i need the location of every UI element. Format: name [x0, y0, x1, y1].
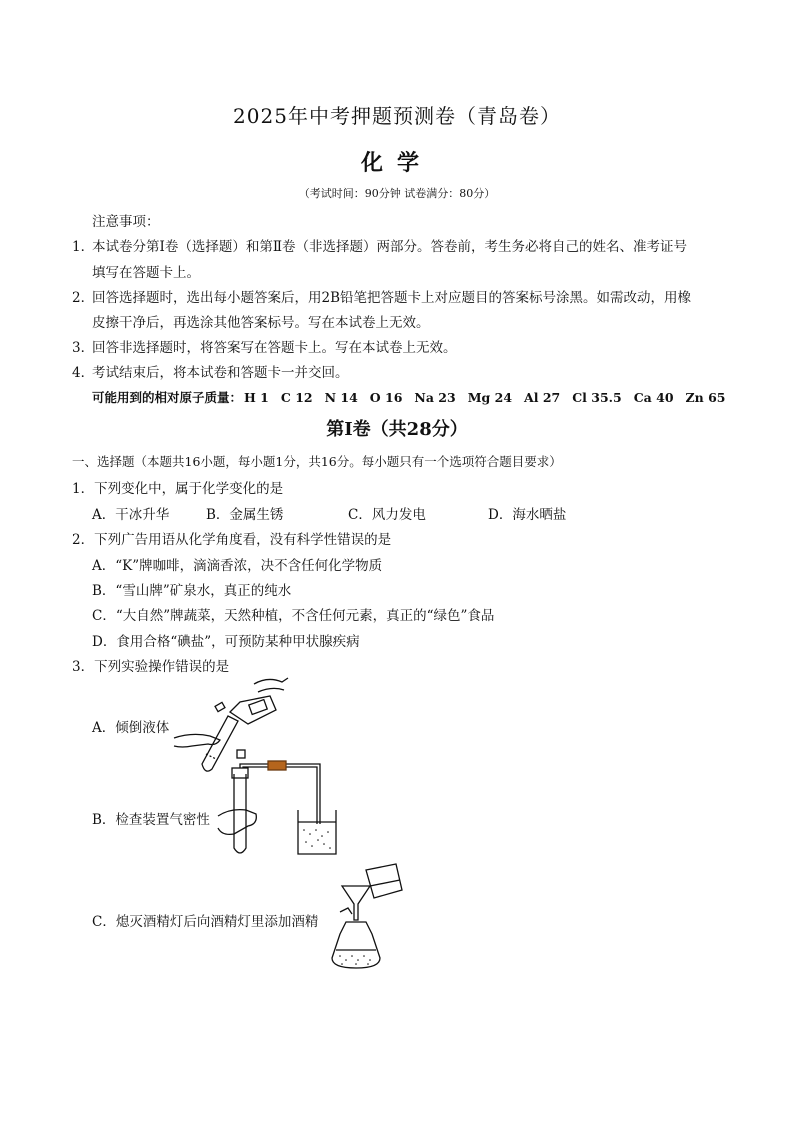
option-b: B．“雪山牌”矿泉水，真正的纯水: [92, 583, 292, 599]
section-instruction: 一、选择题（本题共16小题，每小题1分，共16分。每小题只有一个选项符合题目要求）: [72, 454, 562, 469]
option-b: B．检查装置气密性: [92, 812, 210, 828]
note-text: 回答非选择题时，将答案写在答题卡上。写在本试卷上无效。: [92, 340, 457, 356]
atomic-mass: Cl 35.5: [572, 390, 622, 405]
option-a: A．干冰升华: [92, 507, 170, 523]
atomic-mass: Na 23: [414, 390, 456, 405]
airtightness-check-illustration: [212, 748, 342, 860]
question-stem: 1．下列变化中，属于化学变化的是: [72, 481, 284, 497]
alcohol-lamp-refill-illustration: [322, 862, 406, 974]
atomic-mass: O 16: [369, 390, 403, 405]
atomic-mass: Al 27: [524, 390, 561, 405]
option-a: A．倾倒液体: [92, 720, 170, 736]
option-d: D．食用合格“碘盐”，可预防某种甲状腺疾病: [92, 634, 360, 650]
option-d: D．海水晒盐: [488, 507, 567, 523]
note-text: 本试卷分第Ⅰ卷（选择题）和第Ⅱ卷（非选择题）两部分。答卷前，考生务必将自己的姓名、准考证号: [92, 239, 688, 255]
option-b: B．金属生锈: [206, 507, 284, 523]
question-stem: 2．下列广告用语从化学角度看，没有科学性错误的是: [72, 532, 392, 548]
atomic-mass: C 12: [280, 390, 313, 405]
note-number: 2．: [72, 290, 95, 306]
atomic-mass: Ca 40: [633, 390, 674, 405]
atomic-mass: Mg 24: [467, 390, 513, 405]
atomic-mass: H 1: [244, 390, 269, 405]
option-c: C．“大自然”牌蔬菜，天然种植，不含任何元素，真正的“绿色”食品: [92, 608, 495, 624]
note-number: 1．: [72, 239, 95, 255]
exam-info: （考试时间：90分钟 试卷满分：80分）: [298, 187, 496, 200]
atomic-mass-line: [92, 388, 738, 406]
exam-title: 2025年中考押题预测卷（青岛卷）: [233, 104, 561, 128]
option-c: C．风力发电: [348, 507, 426, 523]
option-c: C．熄灭酒精灯后向酒精灯里添加酒精: [92, 914, 319, 930]
atomic-mass-label: 可能用到的相对原子质量：: [92, 390, 243, 405]
note-text: 填写在答题卡上。: [92, 265, 200, 281]
option-a: A．“K”牌咖啡，滴滴香浓，决不含任何化学物质: [92, 558, 383, 574]
note-text: 考试结束后，将本试卷和答题卡一并交回。: [92, 365, 349, 381]
subject-title: 化学: [360, 150, 433, 176]
atomic-mass: Zn 65: [685, 390, 726, 405]
note-number: 3．: [72, 340, 95, 356]
section-title: 第Ⅰ卷（共28分）: [326, 419, 468, 440]
question-stem: 3．下列实验操作错误的是: [72, 659, 230, 675]
note-number: 4．: [72, 365, 95, 381]
atomic-mass: N 14: [324, 390, 358, 405]
notes-heading: 注意事项：: [92, 214, 160, 230]
note-text: 回答选择题时，选出每小题答案后，用2B铅笔把答题卡上对应题目的答案标号涂黑。如需改动，用橡: [92, 290, 692, 306]
note-text: 皮擦干净后，再选涂其他答案标号。写在本试卷上无效。: [92, 315, 430, 331]
